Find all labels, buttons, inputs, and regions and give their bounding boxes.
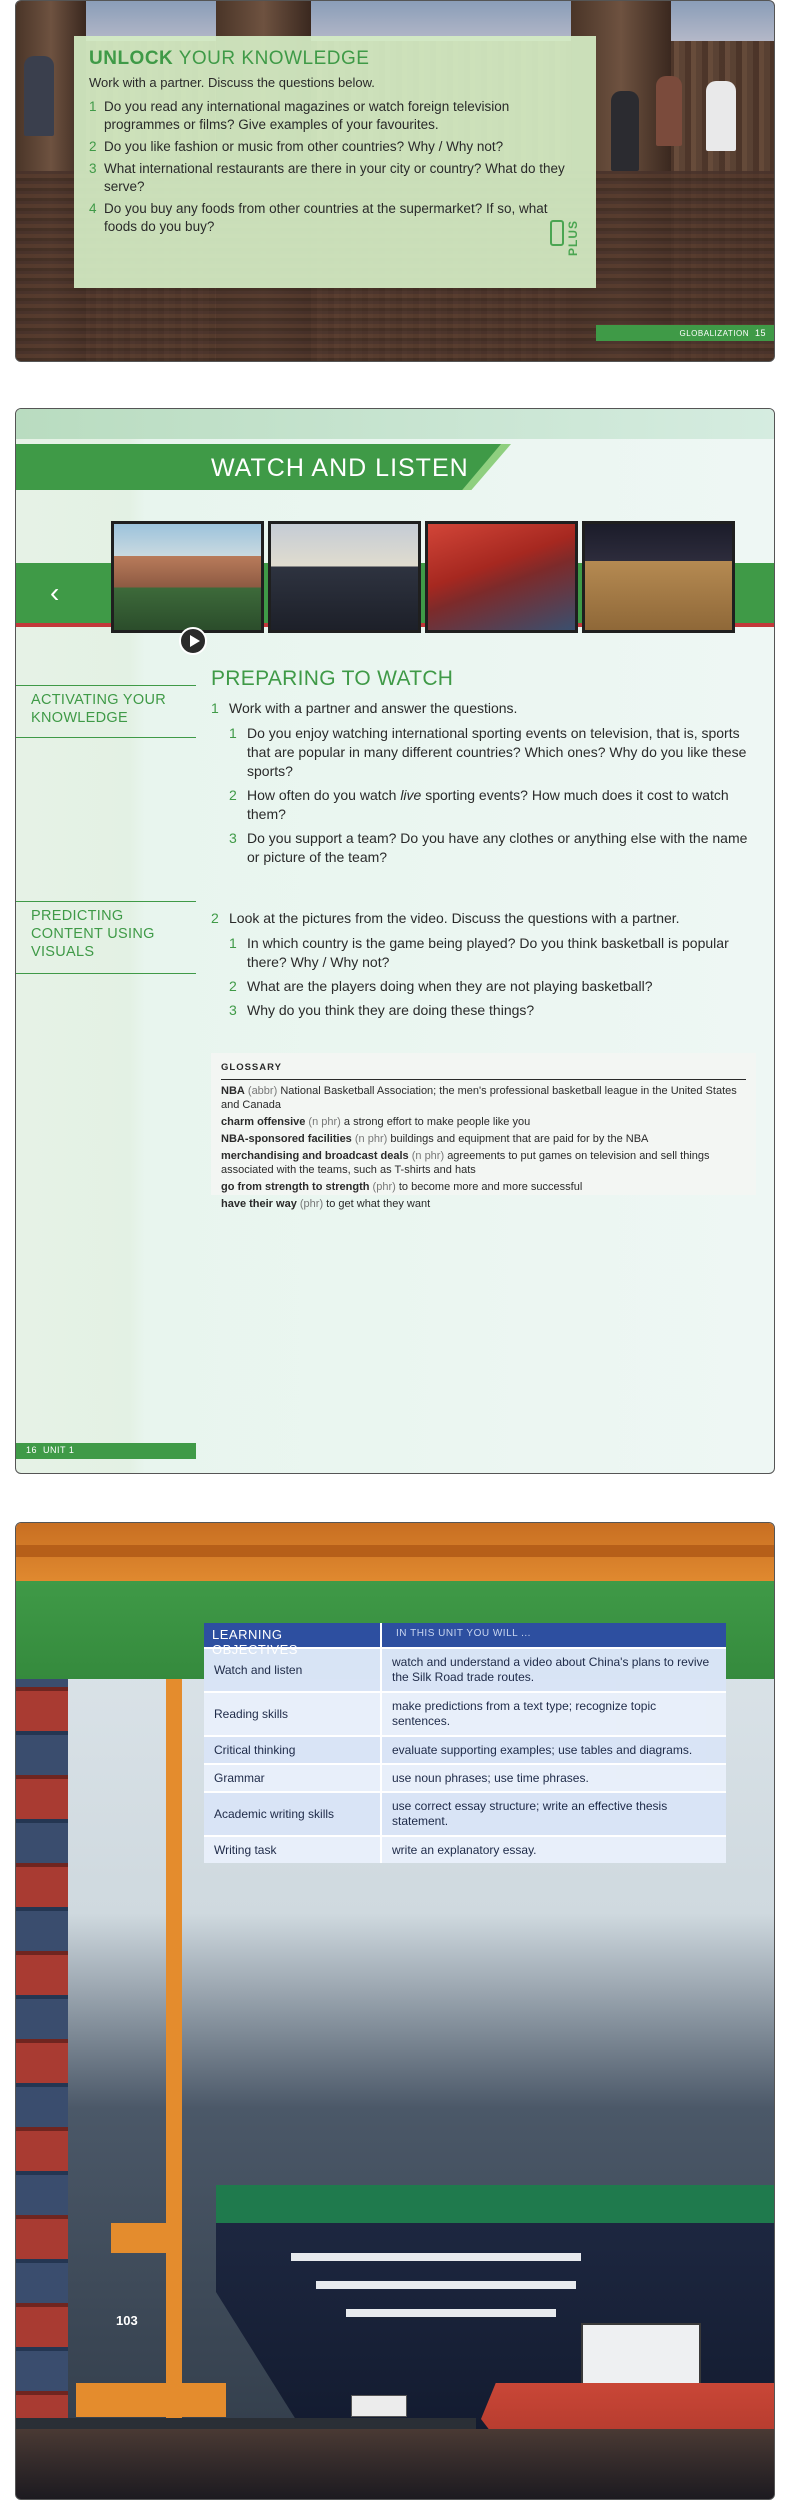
table-header	[204, 1623, 726, 1657]
divider	[16, 901, 196, 902]
list-item	[89, 138, 581, 156]
tugboat-cabin	[581, 2323, 701, 2388]
background-person	[611, 91, 639, 171]
play-icon[interactable]	[179, 627, 207, 655]
glossary-pos: (n phr)	[351, 1133, 391, 1145]
glossary-term: NBA	[221, 1085, 245, 1097]
page-number: 15	[754, 328, 766, 338]
background-loader	[76, 2383, 226, 2417]
question-heading	[211, 909, 756, 928]
list-item	[229, 934, 756, 972]
skill-cell: Academic writing skills	[204, 1793, 382, 1835]
question-number: 3	[229, 830, 237, 846]
page-number: 16	[26, 1445, 38, 1455]
background-truck	[351, 2395, 407, 2417]
glossary-term: merchandising and broadcast deals	[221, 1150, 409, 1162]
glossary-item	[221, 1180, 746, 1194]
list-item	[229, 829, 756, 867]
skill-cell: Reading skills	[204, 1693, 382, 1735]
page-learning-objectives	[15, 1522, 775, 2500]
glossary-pos: (abbr)	[244, 1085, 281, 1097]
video-thumbnail[interactable]	[425, 521, 578, 633]
background-containers	[16, 1679, 68, 2479]
glossary-item	[221, 1132, 746, 1146]
divider	[16, 685, 196, 686]
glossary-box	[211, 1053, 756, 1210]
question-number: 2	[229, 978, 237, 994]
glossary-definition: agreements to put games on television and sell things associated with the teams, such as T-shirts and hats	[221, 1150, 710, 1176]
list-item	[229, 786, 756, 824]
glossary-pos: (phr)	[296, 1198, 327, 1210]
question-number: 1	[229, 935, 237, 951]
glossary-pos: (phr)	[369, 1181, 399, 1193]
unlock-intro: Work with a partner. Discuss the questions below.	[89, 75, 375, 90]
background-water	[16, 2429, 774, 2499]
question-text-part: How often do you watch	[247, 787, 401, 803]
ship-stripe	[316, 2281, 576, 2289]
crane-beam	[16, 1545, 774, 1557]
phone-icon	[550, 220, 564, 246]
question-text: Do you enjoy watching international sporting events on television, that is, sports that are popular in many different countries? Which ones? Why do you like these sports?	[247, 725, 747, 779]
table-row	[204, 1835, 726, 1863]
list-item	[89, 160, 581, 196]
glossary-item	[221, 1149, 746, 1177]
glossary-definition: buildings and equipment that are paid for by the NBA	[390, 1133, 649, 1145]
glossary-term: charm offensive	[221, 1116, 306, 1128]
question-number: 3	[229, 1002, 237, 1018]
background-crane	[16, 1523, 774, 1581]
question-number: 2	[211, 910, 219, 926]
section-title: PREPARING TO WATCH	[211, 667, 454, 690]
table-header-left: LEARNING OBJECTIVES	[204, 1623, 382, 1647]
list-item	[89, 98, 581, 134]
objective-cell: write an explanatory essay.	[392, 1842, 537, 1857]
side-label-predicting	[16, 907, 196, 961]
question-number: 1	[211, 700, 219, 716]
question-number: 1	[229, 725, 237, 741]
learning-objectives-table	[204, 1623, 726, 1863]
table-row	[204, 1691, 726, 1735]
question-text: Look at the pictures from the video. Discuss the questions with a partner.	[229, 910, 680, 926]
question-heading	[211, 699, 756, 718]
glossary-item	[221, 1084, 746, 1112]
footer-section: GLOBALIZATION	[679, 329, 749, 338]
table-row	[204, 1763, 726, 1791]
question-text-part: sporting events? How much does it cost to watch them?	[247, 787, 729, 822]
glossary-term: have their way	[221, 1198, 297, 1210]
list-item	[89, 200, 581, 236]
glossary-item	[221, 1197, 746, 1211]
question-block-2	[211, 909, 756, 1025]
table-row	[204, 1735, 726, 1763]
crane-number: 103	[116, 2313, 138, 2328]
glossary-pos: (n phr)	[305, 1116, 344, 1128]
glossary-definition: a strong effort to make people like you	[343, 1116, 531, 1128]
emphasis: live	[400, 787, 422, 803]
unlock-title-rest: YOUR KNOWLEDGE	[173, 48, 370, 69]
unlock-title	[89, 48, 581, 70]
question-number: 4	[89, 201, 97, 216]
objective-cell: evaluate supporting examples; use tables and diagrams.	[392, 1742, 693, 1757]
background-person	[24, 56, 54, 136]
page-watch-and-listen	[15, 408, 775, 1474]
objective-cell: make predictions from a text type; recognize topic sentences.	[392, 1699, 657, 1728]
unlock-title-bold: UNLOCK	[89, 48, 174, 69]
question-number: 2	[89, 139, 97, 154]
glossary-definition: National Basketball Association; the men's professional basketball league in the United States and Canada	[221, 1085, 737, 1111]
unlock-knowledge-box	[74, 36, 596, 288]
video-thumbnail[interactable]	[111, 521, 264, 633]
skill-cell: Writing task	[204, 1837, 382, 1863]
page-footer	[596, 325, 774, 341]
glossary-title: GLOSSARY	[221, 1061, 746, 1080]
ship-deck	[216, 2185, 775, 2225]
video-thumbnails	[111, 521, 735, 633]
chevron-left-icon[interactable]: ‹	[50, 577, 60, 608]
glossary-term: go from strength to strength	[221, 1181, 370, 1193]
unlock-question-list	[89, 98, 581, 236]
question-text: What are the players doing when they are not playing basketball?	[247, 978, 653, 994]
objective-cell: use noun phrases; use time phrases.	[392, 1770, 589, 1785]
table-row	[204, 1791, 726, 1835]
glossary-definition: to become more and more successful	[398, 1181, 583, 1193]
question-text: What international restaurants are there in your city or country? What do they serve?	[104, 161, 565, 194]
glossary-term: NBA-sponsored facilities	[221, 1133, 352, 1145]
question-number: 2	[229, 787, 237, 803]
plus-label: PLUS	[566, 220, 580, 257]
question-number: 3	[89, 161, 97, 176]
question-text: Do you support a team? Do you have any clothes or anything else with the name or picture of the team?	[247, 830, 748, 865]
question-number: 1	[89, 99, 97, 114]
skill-cell: Grammar	[204, 1765, 382, 1791]
crane-arm	[111, 2223, 171, 2253]
table-row	[204, 1647, 726, 1691]
skill-cell: Watch and listen	[204, 1649, 382, 1691]
background-person	[656, 76, 682, 146]
list-item	[229, 724, 756, 781]
top-band	[16, 409, 774, 439]
crane-leg	[166, 1679, 182, 2419]
divider	[16, 737, 196, 738]
divider	[16, 973, 196, 974]
question-text: In which country is the game being played? Do you think basketball is popular there? Why / Why not?	[247, 935, 729, 970]
footer-unit: UNIT 1	[43, 1445, 75, 1455]
banner-title: WATCH AND LISTEN	[211, 454, 469, 482]
list-item	[229, 977, 756, 996]
video-thumbnail[interactable]	[582, 521, 735, 633]
background-person	[706, 81, 736, 151]
glossary-item	[221, 1115, 746, 1129]
side-label-text: PREDICTING CONTENT USING VISUALS	[31, 908, 155, 960]
objective-cell: watch and understand a video about China's plans to revive the Silk Road trade routes.	[392, 1655, 710, 1684]
table-header-right: IN THIS UNIT YOU WILL ...	[396, 1628, 531, 1639]
question-text	[247, 786, 756, 824]
side-label-text: ACTIVATING YOUR KNOWLEDGE	[31, 692, 167, 726]
glossary-pos: (n phr)	[408, 1150, 448, 1162]
question-text: Work with a partner and answer the questions.	[229, 700, 518, 716]
ship-stripe	[291, 2253, 581, 2261]
skill-cell: Critical thinking	[204, 1737, 382, 1763]
question-text: Do you buy any foods from other countries at the supermarket? If so, what foods do you buy?	[104, 201, 548, 234]
page-footer	[16, 1443, 196, 1459]
page-unlock-knowledge	[15, 0, 775, 362]
glossary-definition: to get what they want	[326, 1198, 431, 1210]
side-label-activating	[16, 691, 196, 727]
list-item	[229, 1001, 756, 1020]
question-text: Do you read any international magazines or watch foreign television programmes or films? Give examples of your favourites.	[104, 99, 510, 132]
video-thumbnail[interactable]	[268, 521, 421, 633]
objective-cell: use correct essay structure; write an effective thesis statement.	[392, 1799, 668, 1828]
question-block-1	[211, 699, 756, 872]
ship-stripe	[346, 2309, 556, 2317]
plus-badge[interactable]	[550, 220, 582, 282]
question-text: Do you like fashion or music from other countries? Why / Why not?	[104, 139, 504, 154]
question-text: Why do you think they are doing these things?	[247, 1002, 535, 1018]
